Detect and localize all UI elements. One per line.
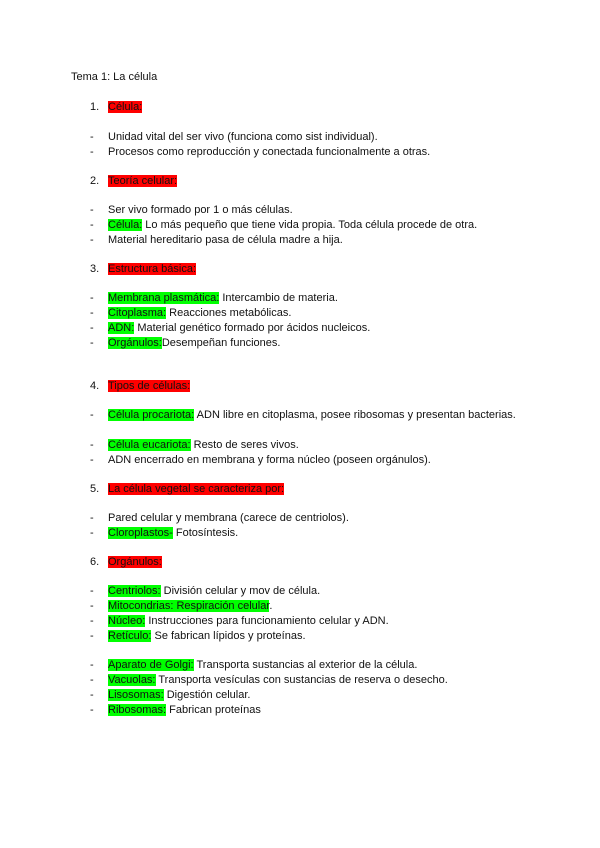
bullet-dash: - bbox=[90, 630, 94, 642]
bullet-dash: - bbox=[90, 322, 94, 334]
bullet-dash: - bbox=[90, 439, 94, 451]
list-item-text bbox=[108, 659, 417, 671]
term-description: Transporta sustancias al exterior de la célula. bbox=[193, 659, 418, 671]
term-highlight: Retículo: bbox=[108, 630, 152, 642]
list-item-text: Unidad vital del ser vivo (funciona como sist individual). bbox=[108, 131, 378, 143]
section-heading-3 bbox=[90, 263, 196, 275]
term-description: Se fabrican lípidos y proteínas. bbox=[151, 630, 306, 642]
term-highlight: Núcleo: bbox=[108, 615, 146, 627]
list-item-text bbox=[108, 600, 272, 612]
bullet-dash: - bbox=[90, 512, 94, 524]
list-item-text bbox=[108, 704, 261, 716]
section-heading-1 bbox=[90, 101, 142, 113]
section-heading-text: Célula: bbox=[108, 101, 143, 113]
list-item-text bbox=[108, 630, 306, 642]
list-item-text bbox=[108, 292, 338, 304]
list-item-text bbox=[108, 337, 280, 349]
bullet-dash: - bbox=[90, 146, 94, 158]
list-item-text bbox=[108, 689, 250, 701]
bullet-dash: - bbox=[90, 292, 94, 304]
term-highlight: Orgánulos: bbox=[108, 337, 162, 349]
bullet-dash: - bbox=[90, 615, 94, 627]
section-number: 6. bbox=[90, 556, 100, 568]
list-item-text: Pared celular y membrana (carece de centriolos). bbox=[108, 512, 349, 524]
bullet-dash: - bbox=[90, 659, 94, 671]
section-heading-4 bbox=[90, 380, 190, 392]
term-highlight: Membrana plasmática: bbox=[108, 292, 220, 304]
section-heading-text: Teoría celular: bbox=[108, 175, 178, 187]
section-number: 2. bbox=[90, 175, 100, 187]
document-title: Tema 1: La célula bbox=[71, 71, 158, 83]
section-number: 4. bbox=[90, 380, 100, 392]
section-number: 3. bbox=[90, 263, 100, 275]
list-item-text bbox=[108, 307, 291, 319]
list-item-text: Procesos como reproducción y conectada funcionalmente a otras. bbox=[108, 146, 431, 158]
list-item-text bbox=[108, 409, 516, 421]
bullet-dash: - bbox=[90, 527, 94, 539]
section-heading-text: La célula vegetal se caracteriza por: bbox=[108, 483, 285, 495]
term-description: Lo más pequeño que tiene vida propia. Toda célula procede de otra. bbox=[142, 219, 478, 231]
list-item-text: Ser vivo formado por 1 o más células. bbox=[108, 204, 293, 216]
term-highlight: Lisosomas: bbox=[108, 689, 164, 701]
list-item-text bbox=[108, 527, 238, 539]
bullet-dash: - bbox=[90, 454, 94, 466]
term-highlight: Célula procariota: bbox=[108, 409, 195, 421]
term-highlight: ADN: bbox=[108, 322, 135, 334]
term-description: División celular y mov de célula. bbox=[160, 585, 321, 597]
term-description: Instrucciones para funcionamiento celular y ADN. bbox=[145, 615, 389, 627]
bullet-dash: - bbox=[90, 585, 94, 597]
section-heading-text: Orgánulos: bbox=[108, 556, 162, 568]
term-highlight: Célula eucariota: bbox=[108, 439, 191, 451]
bullet-dash: - bbox=[90, 409, 94, 421]
term-description: Fotosíntesis. bbox=[172, 527, 239, 539]
section-heading-5 bbox=[90, 483, 284, 495]
list-item-text bbox=[108, 615, 389, 627]
term-description: Material genético formado por ácidos nucleicos. bbox=[134, 322, 371, 334]
bullet-dash: - bbox=[90, 204, 94, 216]
bullet-dash: - bbox=[90, 337, 94, 349]
term-description: Resto de seres vivos. bbox=[190, 439, 299, 451]
term-highlight: Ribosomas: bbox=[108, 704, 167, 716]
section-number: 5. bbox=[90, 483, 100, 495]
bullet-dash: - bbox=[90, 234, 94, 246]
bullet-dash: - bbox=[90, 674, 94, 686]
term-highlight: Mitocondrias: Respiración celular bbox=[108, 600, 270, 612]
term-highlight: Centriolos: bbox=[108, 585, 161, 597]
term-description: Digestión celular. bbox=[163, 689, 251, 701]
term-description: Transporta vesículas con sustancias de reserva o desecho. bbox=[155, 674, 448, 686]
bullet-dash: - bbox=[90, 600, 94, 612]
term-description: Intercambio de materia. bbox=[219, 292, 338, 304]
bullet-dash: - bbox=[90, 704, 94, 716]
list-item-text bbox=[108, 219, 477, 231]
term-description: Fabrican proteínas bbox=[166, 704, 261, 716]
term-highlight: Célula: bbox=[108, 219, 143, 231]
list-item-text bbox=[108, 439, 299, 451]
bullet-dash: - bbox=[90, 131, 94, 143]
bullet-dash: - bbox=[90, 219, 94, 231]
section-number: 1. bbox=[90, 101, 100, 113]
term-description: . bbox=[269, 600, 273, 612]
term-highlight: Vacuolas: bbox=[108, 674, 156, 686]
term-highlight: Citoplasma: bbox=[108, 307, 167, 319]
list-item-text: Material hereditario pasa de célula madre a hija. bbox=[108, 234, 343, 246]
section-heading-text: Estructura básica: bbox=[108, 263, 197, 275]
term-highlight: Aparato de Golgi: bbox=[108, 659, 194, 671]
bullet-dash: - bbox=[90, 689, 94, 701]
term-description: ADN libre en citoplasma, posee ribosomas y presentan bacterias. bbox=[194, 409, 516, 421]
list-item-text: ADN encerrado en membrana y forma núcleo (poseen orgánulos). bbox=[108, 454, 431, 466]
list-item-text bbox=[108, 322, 370, 334]
section-heading-text: Tipos de células: bbox=[108, 380, 191, 392]
term-description: Reacciones metabólicas. bbox=[166, 307, 292, 319]
term-highlight: Cloroplastos- bbox=[108, 527, 173, 539]
term-description: Desempeñan funciones. bbox=[161, 337, 281, 349]
section-heading-6 bbox=[90, 556, 162, 568]
section-heading-2 bbox=[90, 175, 177, 187]
list-item-text bbox=[108, 585, 320, 597]
bullet-dash: - bbox=[90, 307, 94, 319]
list-item-text bbox=[108, 674, 448, 686]
